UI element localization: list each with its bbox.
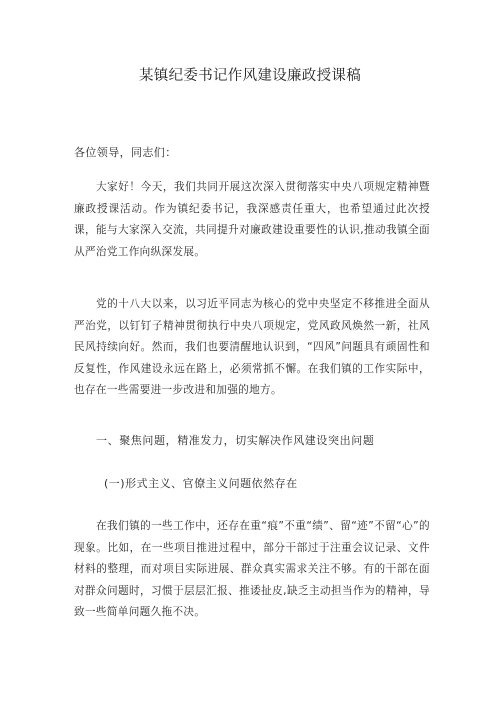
greeting-line: 各位领导，同志们： [74,146,177,159]
paragraph-intro: 大家好！今天，我们共同开展这次深入贯彻落实中央八项规定精神暨廉政授课活动。作为镇纪委书记，我深感责任重大，也希望通过此次授课，能与大家深入交流，共同提升对廉政建设重要性的认识,推动我镇全面从严治党工作向纵深发展。 [74,181,430,258]
document-title: 某镇纪委书记作风建设廉政授课稿 [139,68,361,84]
section-heading: 一、聚焦问题，精准发力，切实解决作风建设突出问题 [96,434,375,447]
paragraph-background: 党的十八大以来，以习近平同志为核心的党中央坚定不移推进全面从严治党，以钉钉子精神贯彻执行中央八项规定，党风政风焕然一新，社风民风持续向好。然而，我们也要清醒地认识到，“四风”问题具有顽固性和反复性，作风建设永远在路上，必须常抓不懈。在我们镇的工作实际中，也存在一些需要进一步改进和加强的地方。 [74,298,430,396]
paragraph-formalism: 在我们镇的一些工作中，还存在重“痕”不重“绩”、留“迹”不留“心”的现象。比如，在一些项目推进过程中，部分干部过于注重会议记录、文件材料的整理，而对项目实际进展、群众真实需求关注不够。有的干部在面对群众问题时，习惯于层层汇报、推诿扯皮,缺乏主动担当作为的精神，导致一些简单问题久拖不决。 [74,520,430,618]
subsection-heading: (一)形式主义、官僚主义问题依然存在 [104,477,298,490]
